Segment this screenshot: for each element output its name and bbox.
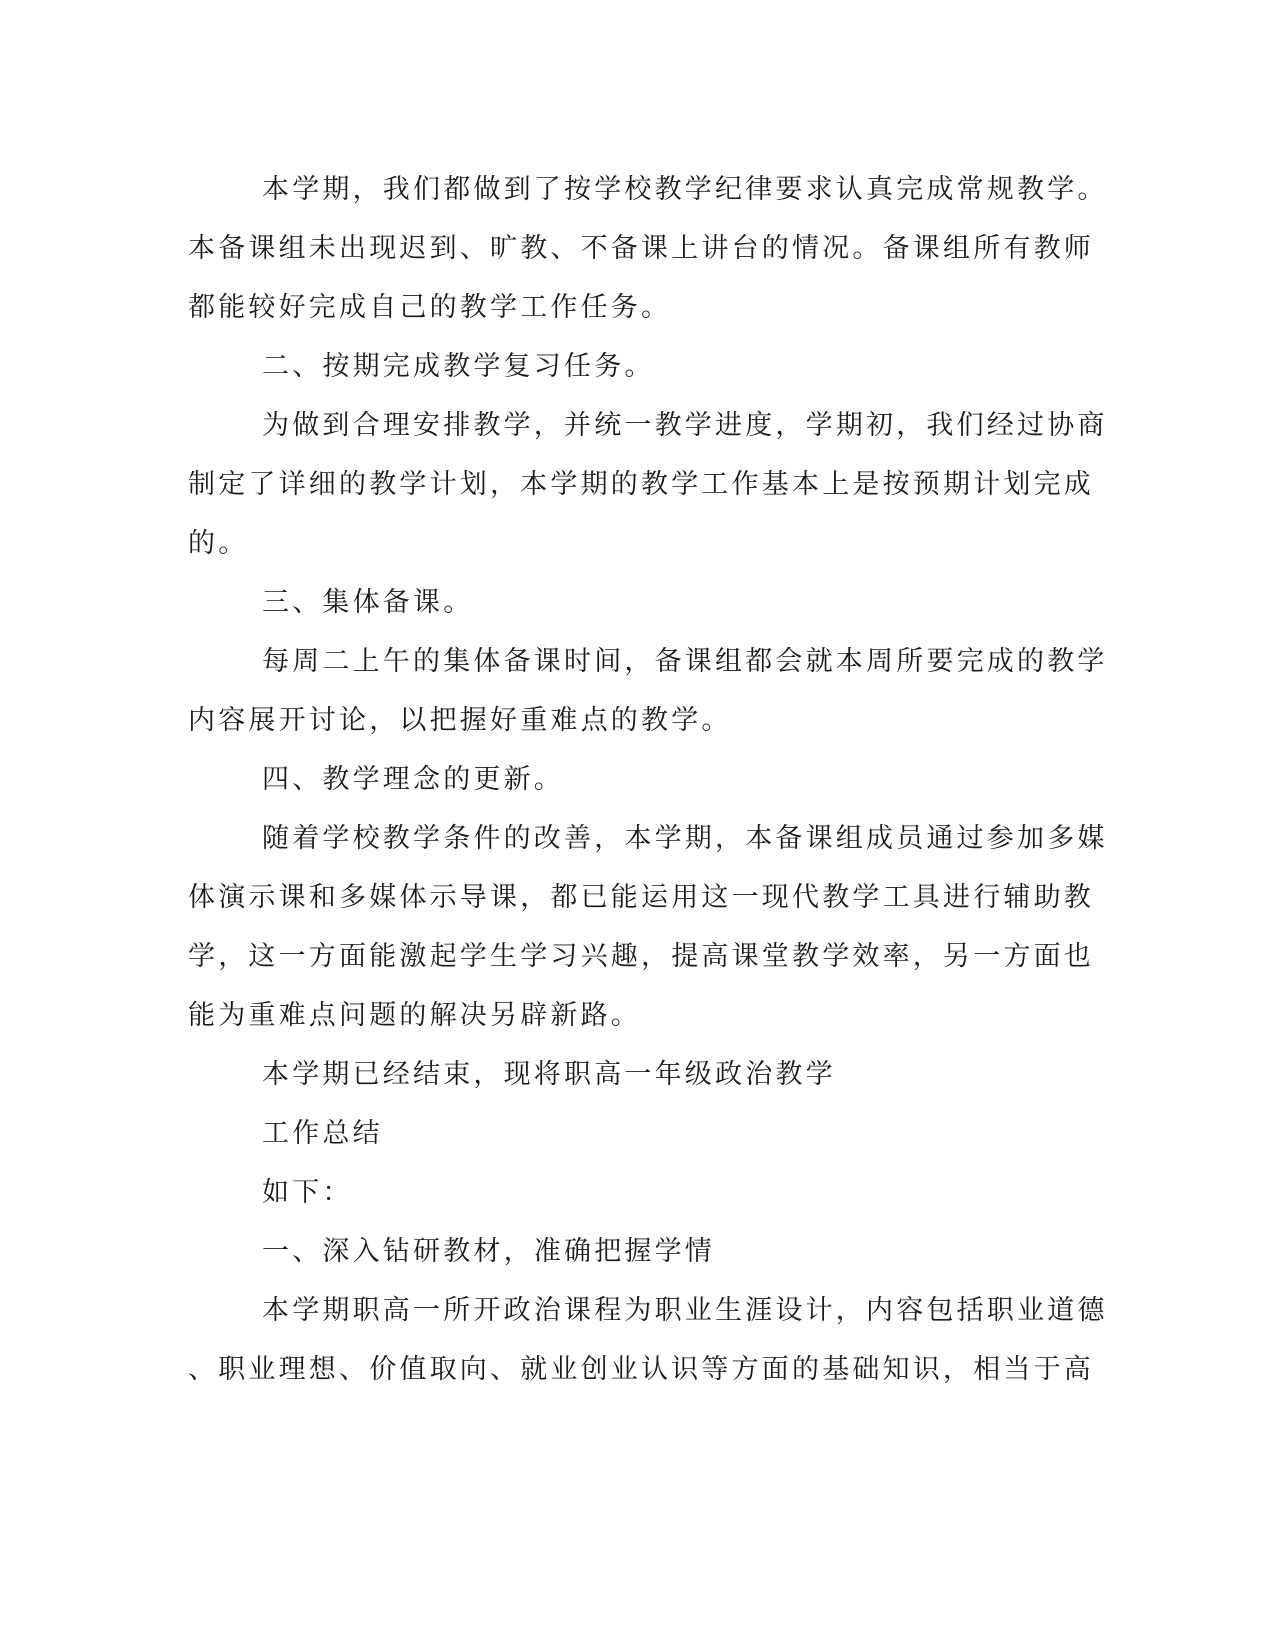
- text-line: 为做到合理安排教学，并统一教学进度，学期初，我们经过协商: [262, 410, 1108, 441]
- text-line: 的。: [188, 528, 249, 559]
- section-heading: 三、集体备课。: [262, 587, 474, 618]
- section-heading: 四、教学理念的更新。: [262, 764, 564, 795]
- text-line: 本学期已经结束，现将职高一年级政治教学: [262, 1059, 836, 1090]
- text-line: 工作总结: [262, 1118, 383, 1149]
- text-line: 都能较好完成自己的教学工作任务。: [188, 292, 672, 323]
- text-line: 能为重难点问题的解决另辟新路。: [188, 1000, 641, 1031]
- text-line: 制定了详细的教学计划，本学期的教学工作基本上是按预期计划完成: [188, 469, 1094, 500]
- text-line: 如下：: [262, 1177, 353, 1208]
- text-line: 内容展开讨论，以把握好重难点的教学。: [188, 705, 732, 736]
- text-line: 随着学校教学条件的改善，本学期，本备课组成员通过参加多媒: [262, 823, 1108, 854]
- text-line: 每周二上午的集体备课时间，备课组都会就本周所要完成的教学: [262, 646, 1108, 677]
- section-heading: 一、深入钻研教材，准确把握学情: [262, 1236, 715, 1267]
- text-line: 本备课组未出现迟到、旷教、不备课上讲台的情况。备课组所有教师: [188, 233, 1094, 264]
- text-line: 、职业理想、价值取向、就业创业认识等方面的基础知识，相当于高: [188, 1354, 1094, 1385]
- text-line: 学，这一方面能激起学生学习兴趣，提高课堂教学效率，另一方面也: [188, 941, 1094, 972]
- text-line: 本学期，我们都做到了按学校教学纪律要求认真完成常规教学。: [262, 174, 1108, 205]
- text-line: 本学期职高一所开政治课程为职业生涯设计，内容包括职业道德: [262, 1295, 1108, 1326]
- text-line: 体演示课和多媒体示导课，都已能运用这一现代教学工具进行辅助教: [188, 882, 1094, 913]
- section-heading: 二、按期完成教学复习任务。: [262, 351, 655, 382]
